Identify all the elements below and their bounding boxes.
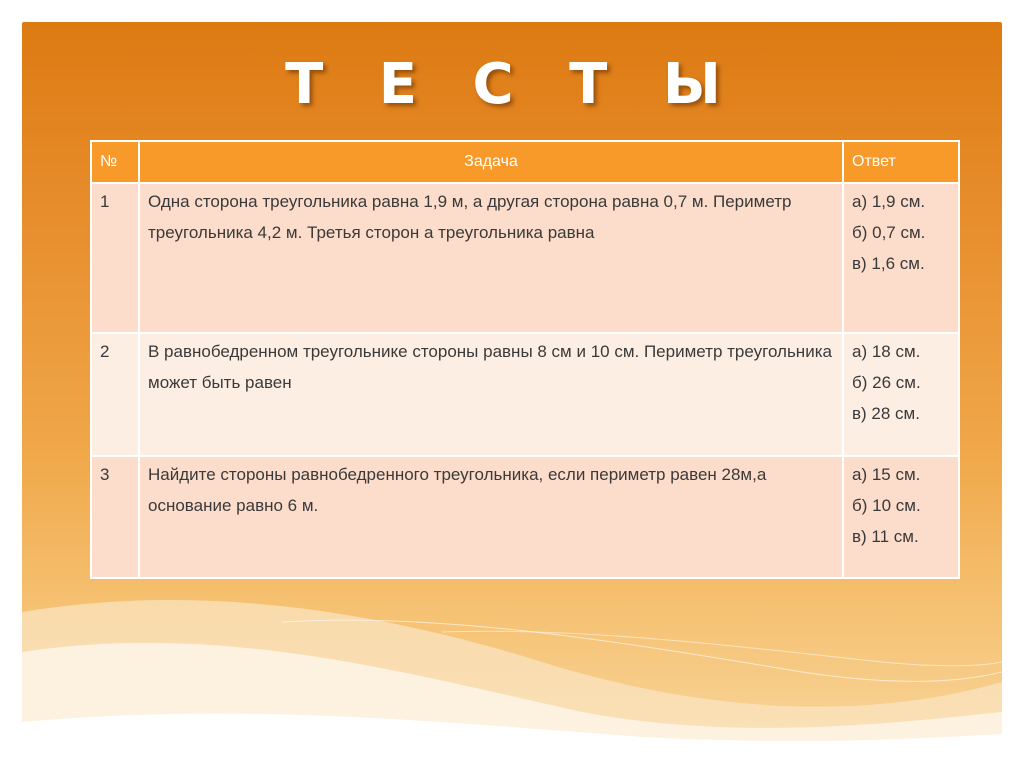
answer-option: а) 15 см. xyxy=(852,465,921,484)
row-number: 1 xyxy=(91,183,139,333)
row-answers xyxy=(843,183,959,333)
row-task: В равнобедренном треугольнике стороны равны 8 см и 10 см. Периметр треугольника может быть равен xyxy=(139,333,843,456)
row-number: 2 xyxy=(91,333,139,456)
answer-option: б) 10 см. xyxy=(852,496,921,515)
answer-option: б) 26 см. xyxy=(852,373,921,392)
row-number: 3 xyxy=(91,456,139,578)
page-title: Т Е С Т Ы xyxy=(285,52,739,117)
slide xyxy=(22,22,1002,746)
answer-option: а) 18 см. xyxy=(852,342,921,361)
header-number: № xyxy=(91,141,139,183)
answer-option: а) 1,9 см. xyxy=(852,192,926,211)
row-task: Одна сторона треугольника равна 1,9 м, а другая сторона равна 0,7 м. Периметр треугольника 4,2 м. Третья сторон а треугольника равна xyxy=(139,183,843,333)
table-row xyxy=(91,456,959,578)
header-task: Задача xyxy=(139,141,843,183)
table-row xyxy=(91,333,959,456)
table-row xyxy=(91,183,959,333)
answer-option: в) 28 см. xyxy=(852,404,920,423)
answer-option: в) 11 см. xyxy=(852,527,919,546)
row-task: Найдите стороны равнобедренного треугольника, если периметр равен 28м,а основание равно 6 м. xyxy=(139,456,843,578)
answer-option: б) 0,7 см. xyxy=(852,223,926,242)
table-header-row xyxy=(91,141,959,183)
header-answer: Ответ xyxy=(843,141,959,183)
row-answers xyxy=(843,333,959,456)
row-answers xyxy=(843,456,959,578)
answer-option: в) 1,6 см. xyxy=(852,254,925,273)
tests-table xyxy=(90,140,960,579)
